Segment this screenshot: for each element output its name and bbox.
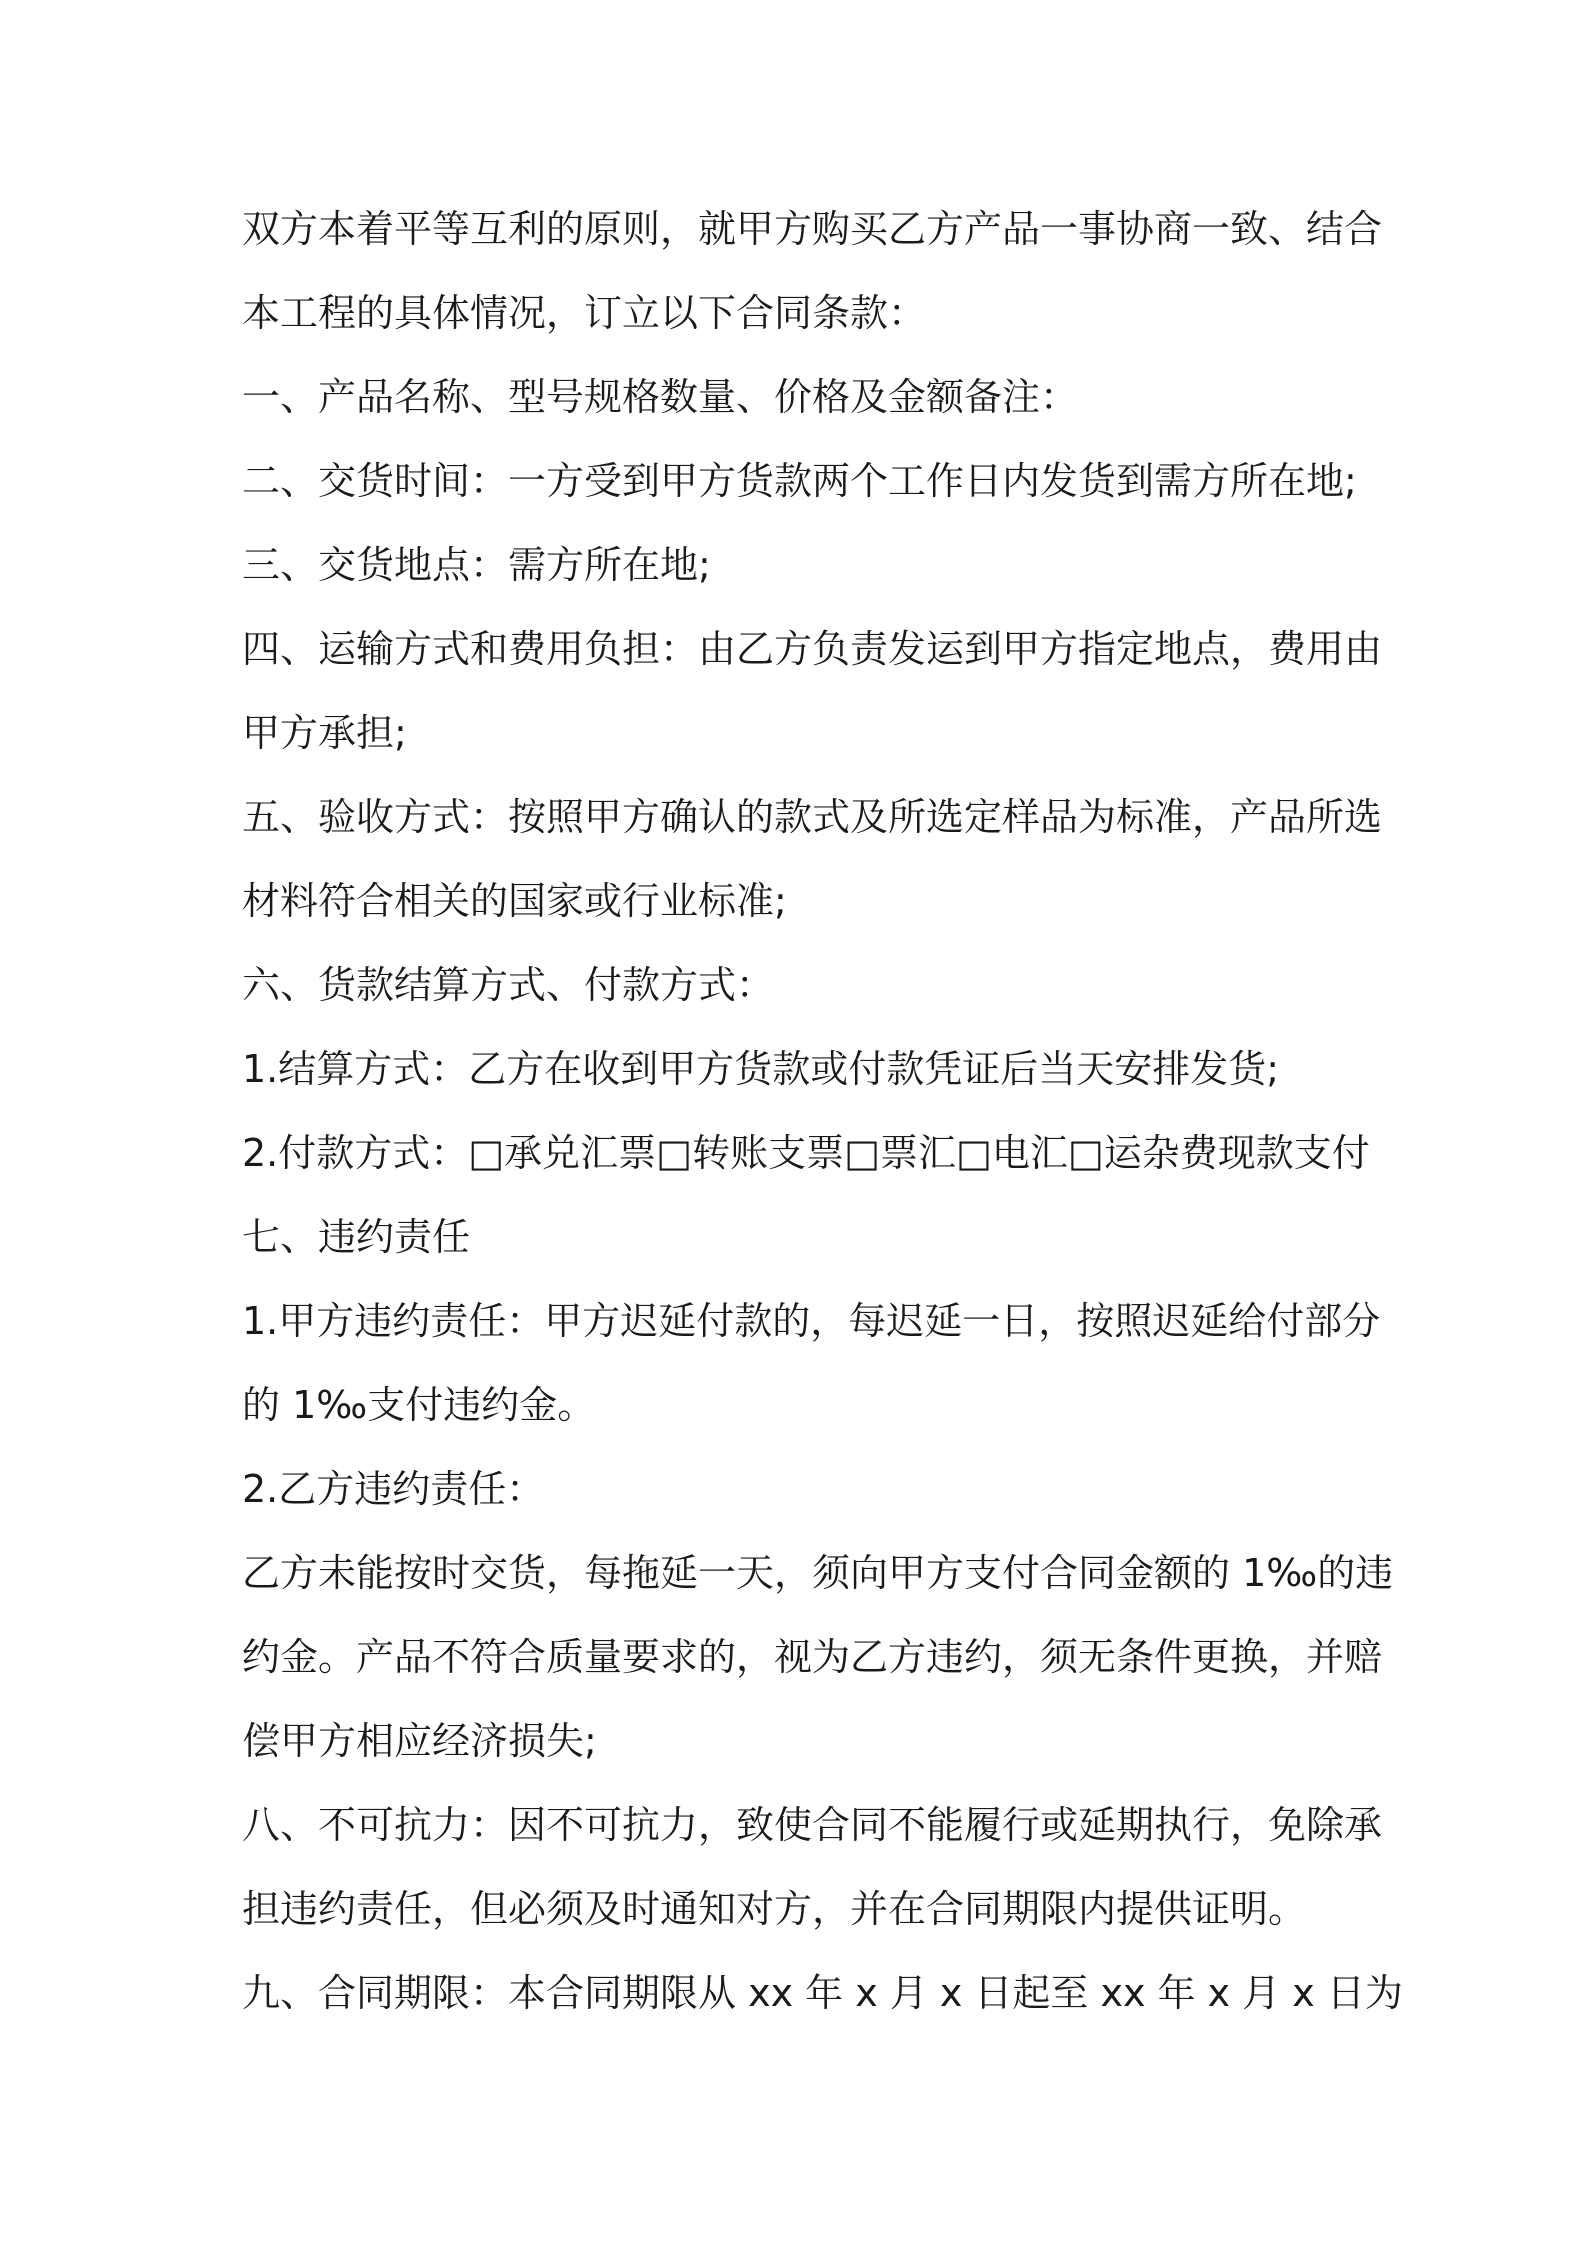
text-line: 偿甲方相应经济损失;: [242, 1719, 597, 1763]
contract-body: [242, 200, 1403, 2048]
clause-3-delivery-place: 三、交货地点：需方所在地;: [242, 543, 711, 587]
clause-6-payment: 六、货款结算方式、付款方式：: [242, 963, 775, 1007]
clause-2-delivery-time: 二、交货时间：一方受到甲方货款两个工作日内发货到需方所在地;: [242, 459, 1357, 503]
party-a-breach: 1.甲方违约责任：甲方迟延付款的，每迟延一日，按照迟延给付部分: [242, 1299, 1381, 1343]
text-line: 材料符合相关的国家或行业标准;: [242, 879, 787, 923]
clause-7-breach: 七、违约责任: [242, 1215, 471, 1259]
text-line: 乙方未能按时交货，每拖延一天，须向甲方支付合同金额的 1‰的违: [242, 1551, 1394, 1595]
text-line: 甲方承担;: [242, 711, 407, 755]
text-line: 约金。产品不符合质量要求的，视为乙方违约，须无条件更换，并赔: [242, 1635, 1383, 1679]
text-line: 双方本着平等互利的原则，就甲方购买乙方产品一事协商一致、结合: [242, 207, 1383, 251]
text-line: 的 1‰支付违约金。: [242, 1383, 596, 1427]
clause-9-term: 九、合同期限：本合同期限从 xx 年 x 月 x 日起至 xx 年 x 月 x 日为: [242, 1971, 1403, 2015]
text-line: 本工程的具体情况，订立以下合同条款：: [242, 291, 927, 335]
payment-method-options: 2.付款方式：□承兑汇票□转账支票□票汇□电汇□运杂费现款支付: [242, 1131, 1370, 1175]
clause-1-product: 一、产品名称、型号规格数量、价格及金额备注：: [242, 375, 1079, 419]
party-b-breach: 2.乙方违约责任：: [242, 1467, 545, 1511]
clause-4-transport: 四、运输方式和费用负担：由乙方负责发运到甲方指定地点，费用由: [242, 627, 1383, 671]
text-line: 担违约责任，但必须及时通知对方，并在合同期限内提供证明。: [242, 1887, 1307, 1931]
clause-8-force-majeure: 八、不可抗力：因不可抗力，致使合同不能履行或延期执行，免除承: [242, 1803, 1383, 1847]
clause-5-acceptance: 五、验收方式：按照甲方确认的款式及所选定样品为标准，产品所选: [242, 795, 1383, 839]
settlement-method: 1.结算方式：乙方在收到甲方货款或付款凭证后当天安排发货;: [242, 1047, 1280, 1091]
